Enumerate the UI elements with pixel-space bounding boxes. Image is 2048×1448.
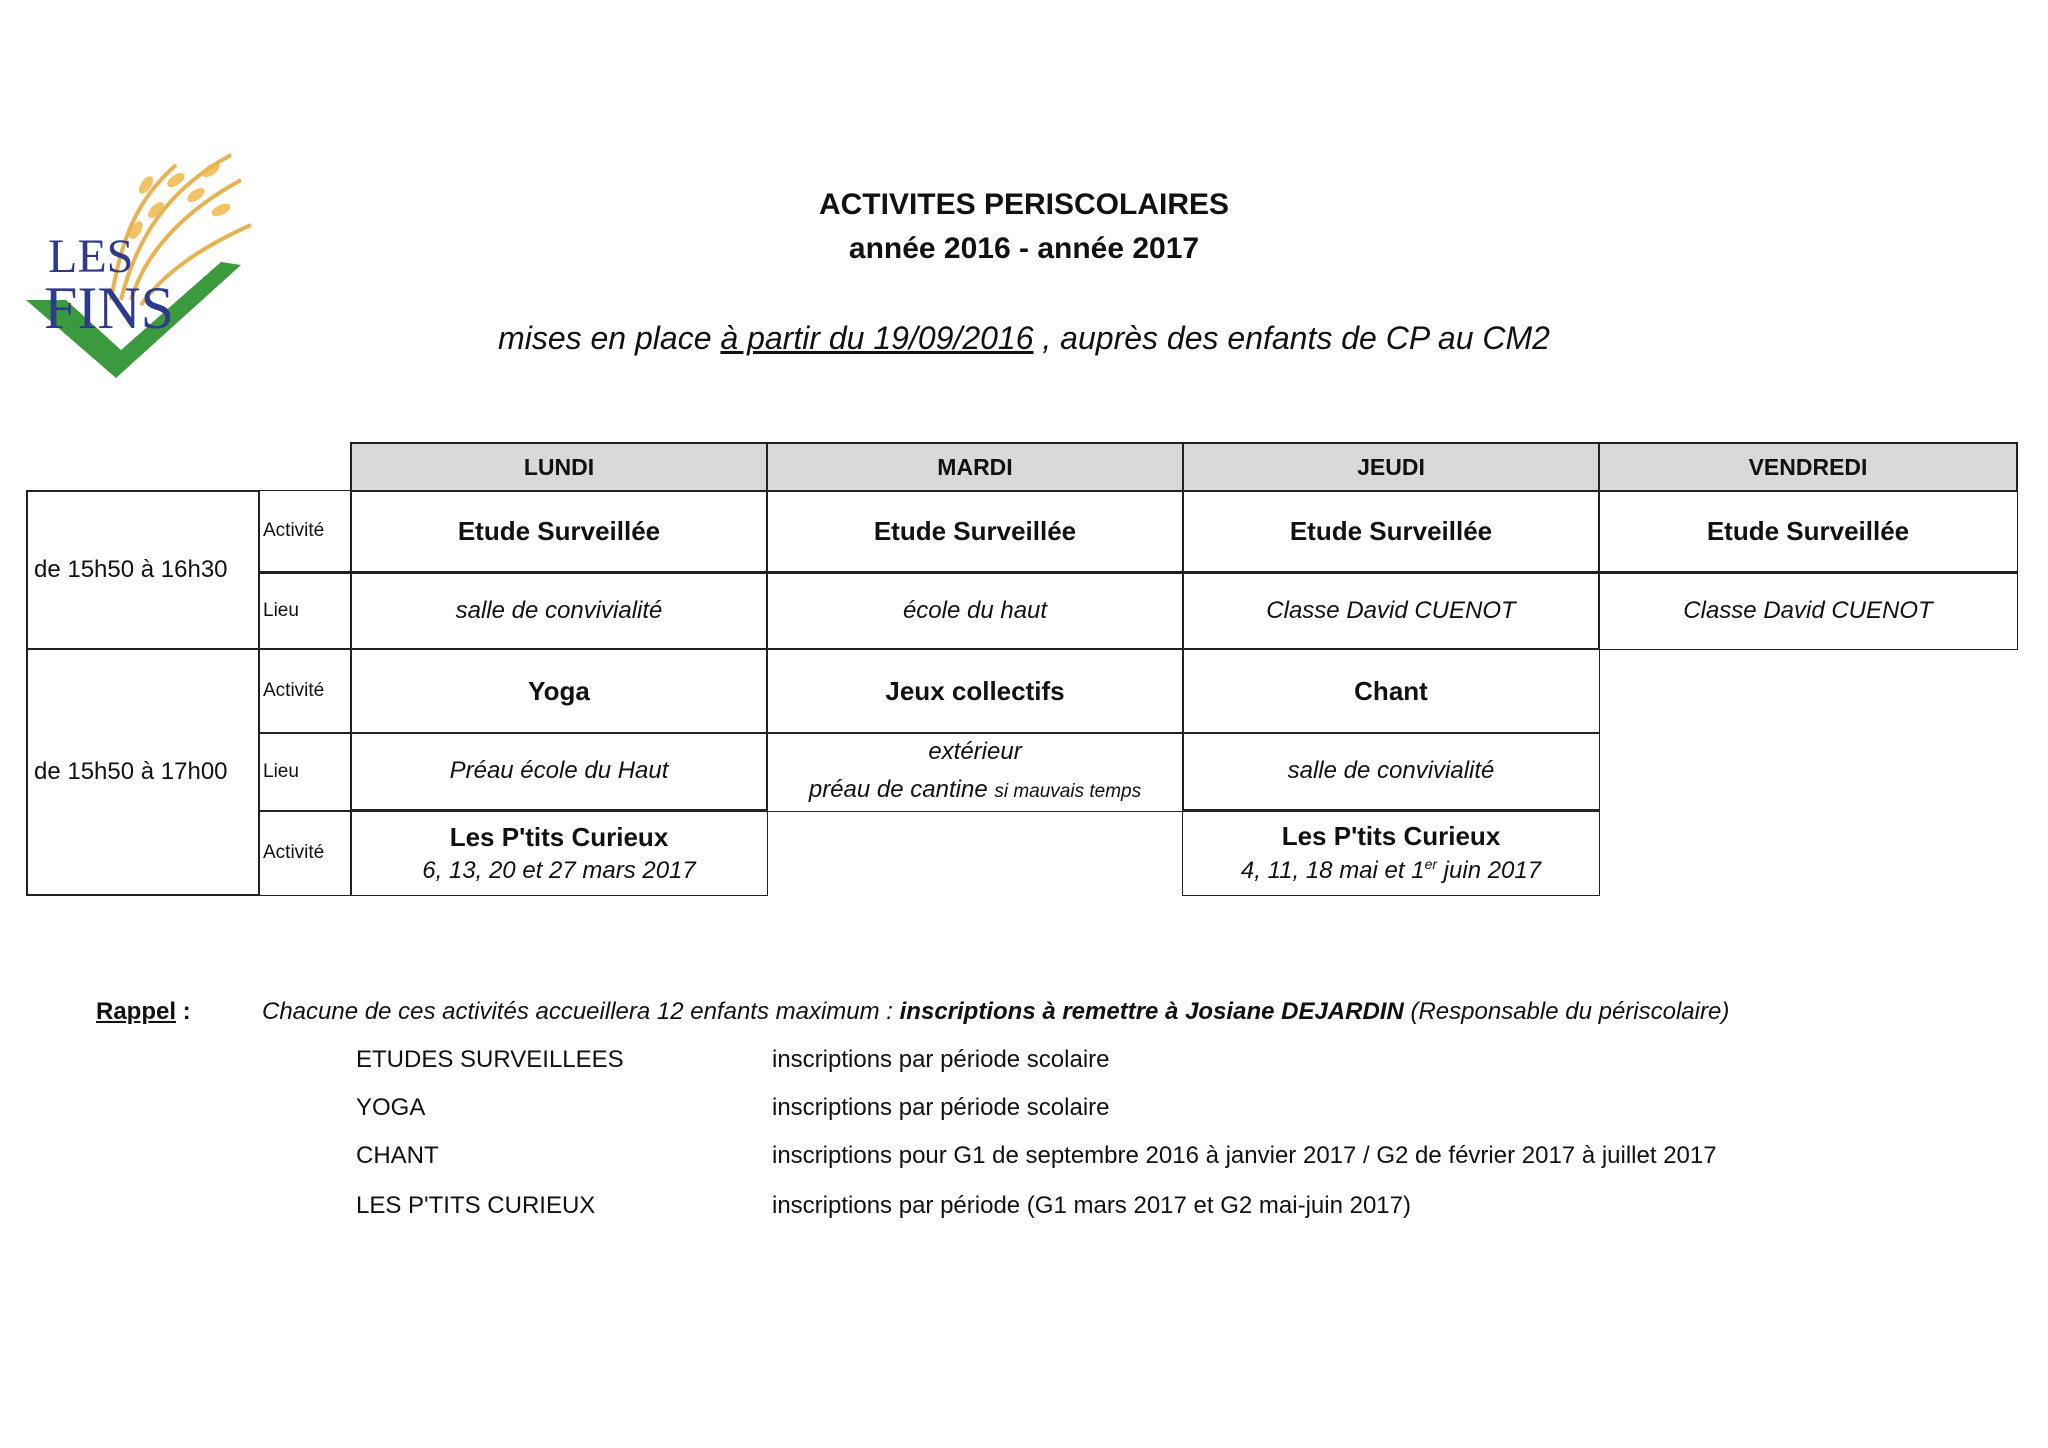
place-jeudi-2: salle de convivialité [1182,732,1600,812]
subtitle-pre: mises en place [498,320,721,356]
activity-mardi-1: Etude Surveillée [766,490,1184,574]
label-activite: Activité [258,490,352,574]
place-mardi-line2: préau de cantine si mauvais temps [808,776,1142,803]
activity-lundi-2: Yoga [350,648,768,734]
place-mardi-1: école du haut [766,572,1184,650]
rappel-text: Chacune de ces activités accueillera 12 enfants maximum : inscriptions à remettre à Josiane DEJARDIN (Responsable du périscolaire) [262,998,1730,1025]
time-slot-2: de 15h50 à 17h00 [26,648,260,896]
place-jeudi-1: Classe David CUENOT [1182,572,1600,650]
rappel-label: Rappel : [96,998,191,1025]
curieux-lundi-dates: 6, 13, 20 et 27 mars 2017 [422,856,696,884]
page-years: année 2016 - année 2017 [848,232,1200,265]
curieux-lundi [350,810,768,896]
curieux-jeudi [1182,810,1600,896]
curieux-jeudi-name: Les P'tits Curieux [1281,821,1501,851]
rappel-row-name: YOGA [356,1094,426,1121]
header-jeudi: JEUDI [1182,442,1600,492]
activity-lundi-1: Etude Surveillée [350,490,768,574]
place-lundi-2: Préau école du Haut [350,732,768,812]
rappel-row-name: CHANT [356,1142,439,1169]
logo-text-les: LES [48,230,134,283]
header-vendredi: VENDREDI [1598,442,2018,492]
time-slot-1: de 15h50 à 16h30 [26,490,260,650]
subtitle-date: à partir du 19/09/2016 [720,320,1034,356]
rappel-row-info: inscriptions par période (G1 mars 2017 et G2 mai-juin 2017) [772,1192,1411,1219]
label-lieu-2: Lieu [258,732,352,812]
curieux-lundi-name: Les P'tits Curieux [449,821,669,852]
place-vendredi-1: Classe David CUENOT [1598,572,2018,650]
header-mardi: MARDI [766,442,1184,492]
activity-mardi-2: Jeux collectifs [766,648,1184,734]
subtitle-post: , auprès des enfants de CP au CM2 [1033,320,1550,356]
curieux-jeudi-dates: 4, 11, 18 mai et 1er juin 2017 [1240,856,1542,884]
place-mardi-2 [766,732,1184,812]
rappel-row-info: inscriptions pour G1 de septembre 2016 à janvier 2017 / G2 de février 2017 à juillet 2017 [772,1142,1717,1169]
header-lundi: LUNDI [350,442,768,492]
rappel-row-name: LES P'TITS CURIEUX [356,1192,596,1219]
place-mardi-note: si mauvais temps [994,781,1142,802]
label-activite-3: Activité [258,810,352,896]
place-lundi-1: salle de convivialité [350,572,768,650]
label-lieu: Lieu [258,572,352,650]
activity-jeudi-2: Chant [1182,648,1600,734]
rappel-row-info: inscriptions par période scolaire [772,1046,1110,1073]
activity-jeudi-1: Etude Surveillée [1182,490,1600,574]
place-mardi-line1: extérieur [928,738,1022,765]
page-subtitle [0,320,2048,357]
page-title: ACTIVITES PERISCOLAIRES [818,188,1230,221]
rappel-row-name: ETUDES SURVEILLEES [356,1046,624,1073]
logo-text-fins: FINS [44,275,175,341]
activity-vendredi-1: Etude Surveillée [1598,490,2018,574]
rappel-row-info: inscriptions par période scolaire [772,1094,1110,1121]
label-activite-2: Activité [258,648,352,734]
